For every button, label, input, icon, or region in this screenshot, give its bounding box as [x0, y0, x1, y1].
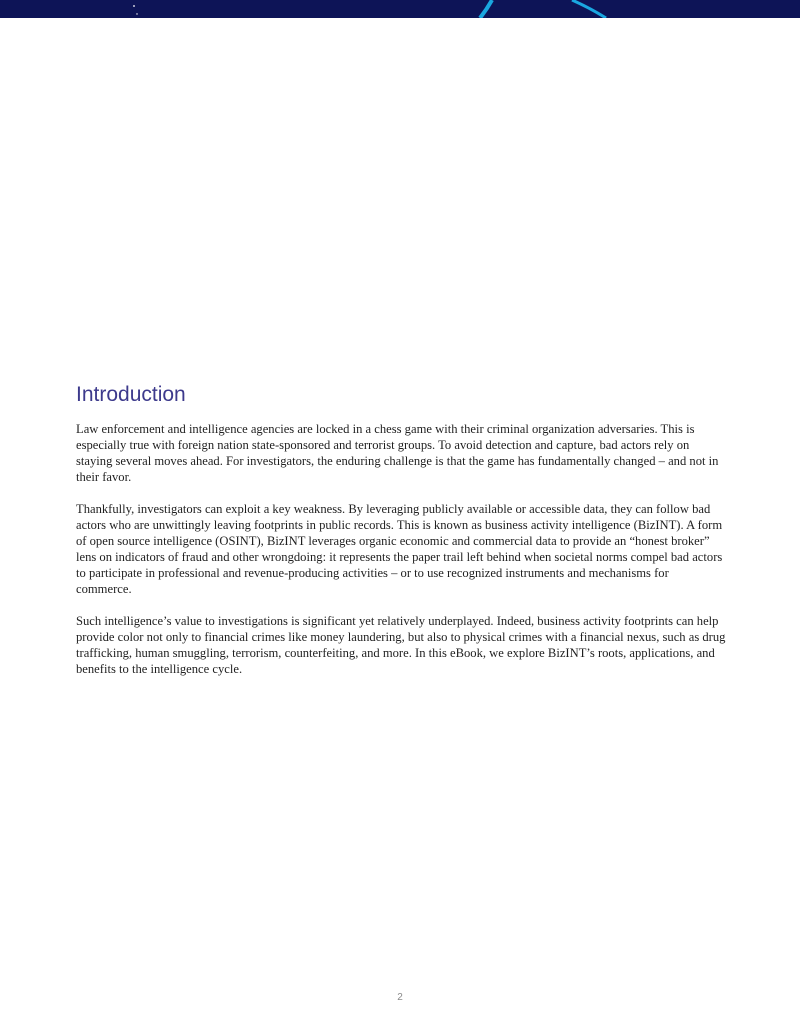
banner-decoration: [0, 0, 800, 18]
header-banner: [0, 0, 800, 18]
page-number: 2: [397, 992, 403, 1003]
paragraph: Thankfully, investigators can exploit a key weakness. By leveraging publicly available or accessible data, they can follow bad actors who are unwittingly leaving footprints in public records. This is known as business activity intelligence (BizINT). A form of open source intelligence (OSINT), BizINT leverages organic economic and commercial data to provide an “honest broker” lens on indicators of fraud and other wrongdoing: it represents the paper trail left behind when societal norms compel bad actors to participate in professional and revenue-producing activities – or to use recognized instruments and mechanisms for commerce.: [76, 502, 723, 596]
body-text: [76, 421, 726, 693]
paragraph: Law enforcement and intelligence agencies are locked in a chess game with their criminal organization adversaries. This is especially true with foreign nation state-sponsored and terrorist groups. To avoid detection and capture, bad actors rely on staying several moves ahead. For investigators, the enduring challenge is that the game has fundamentally changed – and not in their favor.: [76, 422, 719, 484]
section-title: Introduction: [76, 383, 186, 406]
banner-background: [0, 0, 800, 18]
banner-star: [133, 5, 135, 7]
banner-star: [136, 13, 137, 14]
paragraph: Such intelligence’s value to investigations is significant yet relatively underplayed. Indeed, business activity footprints can help provide color not only to financial crimes like money laundering, but also to physical crimes with a financial nexus, such as drug trafficking, human smuggling, terrorism, counterfeiting, and more. In this eBook, we explore BizINT’s roots, applications, and benefits to the intelligence cycle.: [76, 614, 726, 676]
